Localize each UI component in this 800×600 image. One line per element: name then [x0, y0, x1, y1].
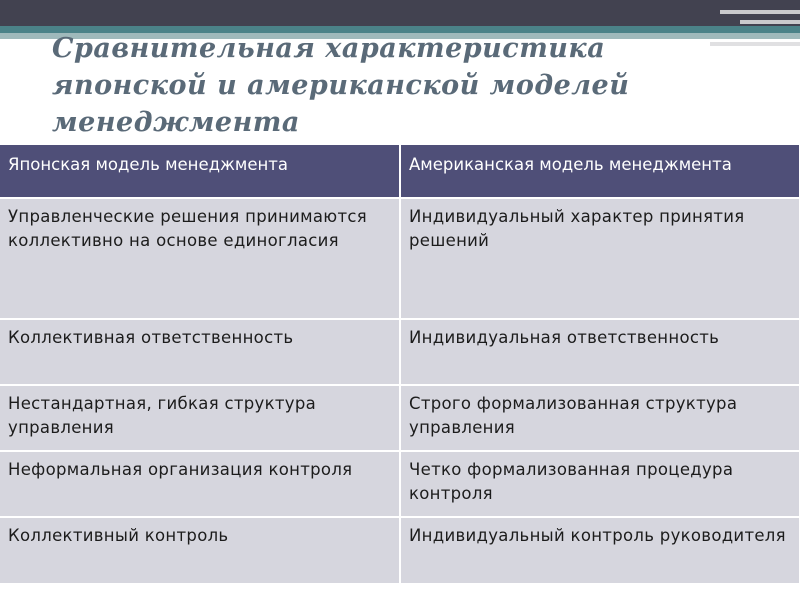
japanese-cell: Коллективный контроль — [0, 517, 400, 583]
american-cell: Индивидуальный характер принятия решений — [400, 198, 800, 319]
top-banner — [0, 0, 800, 26]
american-cell: Строго формализованная структура управления — [400, 385, 800, 451]
table-row — [0, 451, 800, 517]
slide-title: Сравнительная характеристика японской и американской моделей менеджмента — [52, 33, 630, 138]
japanese-cell: Нестандартная, гибкая структура управления — [0, 385, 400, 451]
header-japanese-model: Японская модель менеджмента — [0, 145, 400, 198]
header-american-model: Американская модель менеджмента — [400, 145, 800, 198]
table-row — [0, 198, 800, 319]
american-cell: Индивидуальный контроль руководителя — [400, 517, 800, 583]
table-row — [0, 385, 800, 451]
table-header-row — [0, 145, 800, 198]
japanese-cell: Коллективная ответственность — [0, 319, 400, 385]
japanese-cell: Управленческие решения принимаются коллективно на основе единогласия — [0, 198, 400, 319]
american-cell: Четко формализованная процедура контроля — [400, 451, 800, 517]
table-row — [0, 517, 800, 583]
comparison-table — [0, 145, 800, 583]
japanese-cell: Неформальная организация контроля — [0, 451, 400, 517]
table-row — [0, 319, 800, 385]
american-cell: Индивидуальная ответственность — [400, 319, 800, 385]
